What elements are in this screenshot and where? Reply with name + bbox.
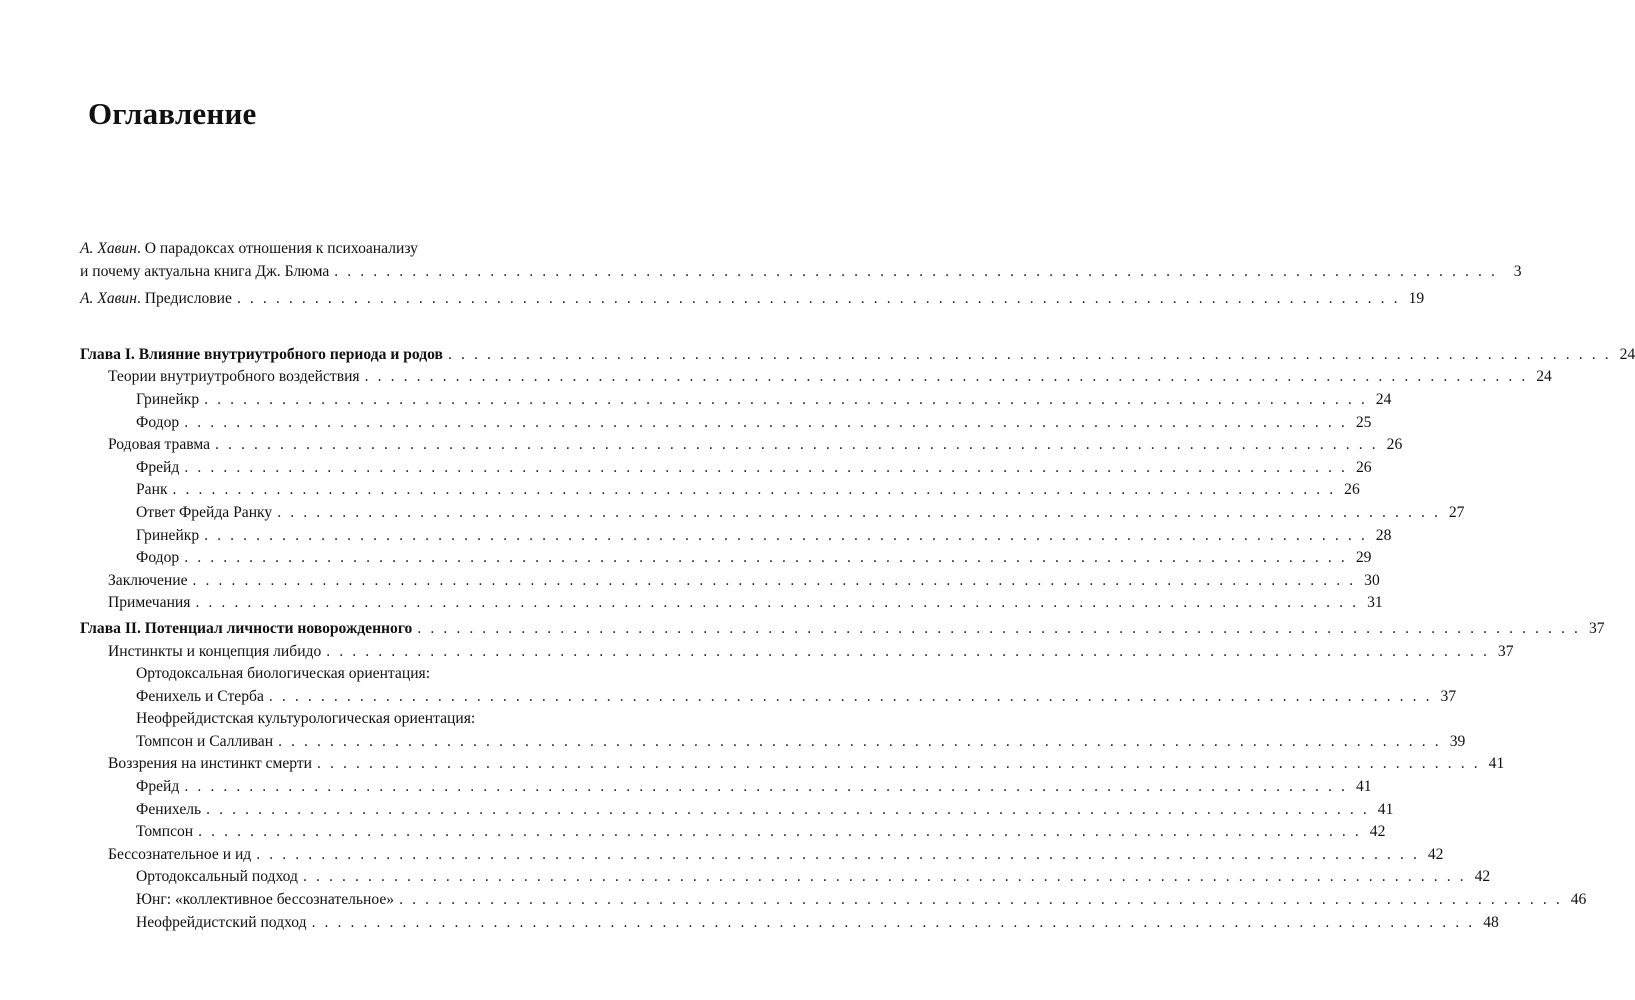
entry-author: А. Хавин <box>80 290 137 308</box>
entry-title-group <box>80 288 232 311</box>
toc-section <box>80 641 1514 664</box>
dot-leader: . . . . . . . . . . . . . . . . . . . . . . . . . . . . . . . . . . . . . . . . . . . . . . . . . . . . . . . . . . . . . . . . . . . . . . . . . . . . . . . . . . . . . . . . . . <box>172 481 1336 499</box>
toc-subsection <box>80 889 1587 912</box>
dot-leader: . . . . . . . . . . . . . . . . . . . . . . . . . . . . . . . . . . . . . . . . . . . . . . . . . . . . . . . . . . . . . . . . . . . . . . . . . . . . . . . . . . . . . . . . . . <box>184 458 1348 476</box>
page-number: 31 <box>1367 594 1383 612</box>
entry-title: Бессознательное и ид <box>108 845 252 863</box>
page-number: 39 <box>1449 732 1466 750</box>
toc-section <box>80 753 1505 776</box>
dot-leader: . . . . . . . . . . . . . . . . . . . . . . . . . . . . . . . . . . . . . . . . . . . . . . . . . . . . . . . . . . . . . . . . . . . . . . . . . . . . . . . . . . . . . . . . . . <box>184 778 1348 796</box>
toc-section <box>80 570 1380 593</box>
entry-title: . О парадоксах отношения к психоанализу <box>136 240 418 257</box>
page-number: 26 <box>1344 481 1360 499</box>
entry-title: Фодор <box>136 413 180 431</box>
dot-leader: . . . . . . . . . . . . . . . . . . . . . . . . . . . . . . . . . . . . . . . . . . . . . . . . . . . . . . . . . . . . . . . . . . . . . . . . . . . . . . . . . . . . . . . . . . <box>206 800 1370 818</box>
toc-section <box>80 844 1444 867</box>
page-number: 30 <box>1364 571 1380 589</box>
page-number: 24 <box>1619 345 1635 363</box>
dot-leader: . . . . . . . . . . . . . . . . . . . . . . . . . . . . . . . . . . . . . . . . . . . . . . . . . . . . . . . . . . . . . . . . . . . . . . . . . . . . . . . . . . . . . . . . . . <box>277 503 1441 521</box>
toc-subsection <box>80 525 1392 548</box>
dot-leader: . . . . . . . . . . . . . . . . . . . . . . . . . . . . . . . . . . . . . . . . . . . . . . . . . . . . . . . . . . . . . . . . . . . . . . . . . . . . . . . . . . . . . . . . . . <box>326 642 1490 660</box>
entry-title: и почему актуальна книга Дж. Блюма <box>80 262 330 280</box>
dot-leader: . . . . . . . . . . . . . . . . . . . . . . . . . . . . . . . . . . . . . . . . . . . . . . . . . . . . . . . . . . . . . . . . . . . . . . . . . . . . . . . . . . . . . . . . . . <box>317 755 1481 773</box>
toc-section <box>80 434 1403 457</box>
dot-leader: . . . . . . . . . . . . . . . . . . . . . . . . . . . . . . . . . . . . . . . . . . . . . . . . . . . . . . . . . . . . . . . . . . . . . . . . . . . . . . . . . . . . . . . . . . <box>184 549 1348 567</box>
toc-subsection <box>80 479 1360 502</box>
page-number: 3 <box>1513 262 1522 280</box>
toc-entry-front <box>80 288 1425 311</box>
toc-entry-front-line1 <box>80 238 584 261</box>
entry-title: . Предисловие <box>136 290 232 308</box>
toc-subsection <box>80 821 1386 844</box>
dot-leader: . . . . . . . . . . . . . . . . . . . . . . . . . . . . . . . . . . . . . . . . . . . . . . . . . . . . . . . . . . . . . . . . . . . . . . . . . . . . . . . . . . . . . . . . . . <box>236 290 1401 308</box>
dot-leader: . . . . . . . . . . . . . . . . . . . . . . . . . . . . . . . . . . . . . . . . . . . . . . . . . . . . . . . . . . . . . . . . . . . . . . . . . . . . . . . . . . . . . . . . . . <box>399 891 1563 909</box>
toc-subsection <box>80 776 1372 799</box>
page-number: 48 <box>1483 913 1499 931</box>
page-number: 29 <box>1355 549 1372 567</box>
page-number: 37 <box>1497 642 1514 660</box>
toc-subsection <box>80 457 1372 480</box>
page-number: 46 <box>1570 891 1587 909</box>
toc-subsection <box>80 731 1466 754</box>
table-of-contents <box>80 238 1635 934</box>
entry-title: Томпсон <box>136 823 194 841</box>
toc-subsection <box>80 799 1394 822</box>
entry-title: Глава II. Потенциал личности новорожденного <box>80 619 413 637</box>
page-number: 37 <box>1588 619 1605 637</box>
entry-title: Юнг: «коллективное бессознательное» <box>136 891 395 909</box>
entry-title: Заключение <box>108 571 188 589</box>
toc-chapter <box>80 344 1635 367</box>
entry-title: Гринейкр <box>136 526 200 544</box>
toc-subsection-line1: Неофрейдистская культурологическая ориентация: <box>136 710 476 728</box>
toc-subsection <box>80 502 1465 525</box>
dot-leader: . . . . . . . . . . . . . . . . . . . . . . . . . . . . . . . . . . . . . . . . . . . . . . . . . . . . . . . . . . . . . . . . . . . . . . . . . . . . . . . . . . . . . . . . . . <box>302 868 1467 886</box>
page-number: 41 <box>1377 800 1394 818</box>
page-number: 27 <box>1448 503 1465 521</box>
entry-title: Примечания <box>108 594 191 612</box>
dot-leader: . . . . . . . . . . . . . . . . . . . . . . . . . . . . . . . . . . . . . . . . . . . . . . . . . . . . . . . . . . . . . . . . . . . . . . . . . . . . . . . . . . . . . . . . . . <box>278 732 1442 750</box>
dot-leader: . . . . . . . . . . . . . . . . . . . . . . . . . . . . . . . . . . . . . . . . . . . . . . . . . . . . . . . . . . . . . . . . . . . . . . . . . . . . . . . . . . . . . . . . . . <box>334 262 1498 280</box>
page-number: 42 <box>1427 845 1444 863</box>
toc-subsection <box>80 686 1457 709</box>
entry-title: Неофрейдистский подход <box>136 913 307 931</box>
toc-subsection <box>80 412 1372 435</box>
toc-chapter <box>80 618 1605 641</box>
toc-subsection <box>80 547 1372 570</box>
entry-title: Глава I. Влияние внутриутробного периода и родов <box>80 345 443 363</box>
toc-subsection-line1: Ортодоксальная биологическая ориентация: <box>136 665 431 683</box>
entry-title: Томпсон и Салливан <box>136 732 274 750</box>
dot-leader: . . . . . . . . . . . . . . . . . . . . . . . . . . . . . . . . . . . . . . . . . . . . . . . . . . . . . . . . . . . . . . . . . . . . . . . . . . . . . . . . . . . . . . . . . . <box>215 436 1379 454</box>
dot-leader: . . . . . . . . . . . . . . . . . . . . . . . . . . . . . . . . . . . . . . . . . . . . . . . . . . . . . . . . . . . . . . . . . . . . . . . . . . . . . . . . . . . . . . . . . . <box>417 619 1581 637</box>
toc-subsection <box>80 912 1499 935</box>
entry-title: Ортодоксальный подход <box>136 868 298 886</box>
dot-leader: . . . . . . . . . . . . . . . . . . . . . . . . . . . . . . . . . . . . . . . . . . . . . . . . . . . . . . . . . . . . . . . . . . . . . . . . . . . . . . . . . . . . . . . . . . <box>311 913 1475 931</box>
entry-title: Фодор <box>136 549 180 567</box>
page-number: 28 <box>1375 526 1392 544</box>
toc-subsection <box>80 389 1392 412</box>
entry-title: Родовая травма <box>108 436 211 454</box>
page-number: 26 <box>1355 458 1372 476</box>
entry-title: Воззрения на инстинкт смерти <box>108 755 313 773</box>
dot-leader: . . . . . . . . . . . . . . . . . . . . . . . . . . . . . . . . . . . . . . . . . . . . . . . . . . . . . . . . . . . . . . . . . . . . . . . . . . . . . . . . . . . . . . . . . . <box>204 390 1368 408</box>
toc-section <box>80 592 1383 615</box>
dot-leader: . . . . . . . . . . . . . . . . . . . . . . . . . . . . . . . . . . . . . . . . . . . . . . . . . . . . . . . . . . . . . . . . . . . . . . . . . . . . . . . . . . . . . . . . . . <box>256 845 1420 863</box>
page-number: 24 <box>1375 390 1392 408</box>
dot-leader: . . . . . . . . . . . . . . . . . . . . . . . . . . . . . . . . . . . . . . . . . . . . . . . . . . . . . . . . . . . . . . . . . . . . . . . . . . . . . . . . . . . . . . . . . . <box>204 526 1368 544</box>
entry-title: Ответ Фрейда Ранку <box>136 503 273 521</box>
entry-title: Фенихель <box>136 800 202 818</box>
page-number: 41 <box>1488 755 1505 773</box>
page-number: 25 <box>1355 413 1372 431</box>
entry-author: А. Хавин <box>80 240 137 257</box>
entry-title: Фенихель и Стерба <box>136 687 264 705</box>
dot-leader: . . . . . . . . . . . . . . . . . . . . . . . . . . . . . . . . . . . . . . . . . . . . . . . . . . . . . . . . . . . . . . . . . . . . . . . . . . . . . . . . . . . . . . . . . . <box>195 594 1359 612</box>
dot-leader: . . . . . . . . . . . . . . . . . . . . . . . . . . . . . . . . . . . . . . . . . . . . . . . . . . . . . . . . . . . . . . . . . . . . . . . . . . . . . . . . . . . . . . . . . . <box>364 368 1528 386</box>
dot-leader: . . . . . . . . . . . . . . . . . . . . . . . . . . . . . . . . . . . . . . . . . . . . . . . . . . . . . . . . . . . . . . . . . . . . . . . . . . . . . . . . . . . . . . . . . . <box>198 823 1362 841</box>
entry-title: Ранк <box>136 481 168 499</box>
page-number: 26 <box>1386 436 1403 454</box>
page-number: 24 <box>1536 368 1552 386</box>
entry-title: Гринейкр <box>136 390 200 408</box>
dot-leader: . . . . . . . . . . . . . . . . . . . . . . . . . . . . . . . . . . . . . . . . . . . . . . . . . . . . . . . . . . . . . . . . . . . . . . . . . . . . . . . . . . . . . . . . . . <box>447 345 1612 363</box>
toc-entry-front <box>80 261 1522 284</box>
page-number: 41 <box>1355 778 1372 796</box>
toc-subsection <box>80 866 1491 889</box>
page-number: 19 <box>1408 290 1425 308</box>
page-number: 42 <box>1474 868 1491 886</box>
page-number: 42 <box>1369 823 1386 841</box>
entry-title: Теории внутриутробного воздействия <box>108 368 360 386</box>
dot-leader: . . . . . . . . . . . . . . . . . . . . . . . . . . . . . . . . . . . . . . . . . . . . . . . . . . . . . . . . . . . . . . . . . . . . . . . . . . . . . . . . . . . . . . . . . . <box>268 687 1433 705</box>
dot-leader: . . . . . . . . . . . . . . . . . . . . . . . . . . . . . . . . . . . . . . . . . . . . . . . . . . . . . . . . . . . . . . . . . . . . . . . . . . . . . . . . . . . . . . . . . . <box>184 413 1348 431</box>
dot-leader: . . . . . . . . . . . . . . . . . . . . . . . . . . . . . . . . . . . . . . . . . . . . . . . . . . . . . . . . . . . . . . . . . . . . . . . . . . . . . . . . . . . . . . . . . . <box>192 571 1356 589</box>
page-title: Оглавление <box>88 96 257 131</box>
entry-title: Инстинкты и концепция либидо <box>108 642 322 660</box>
toc-section <box>80 366 1552 389</box>
entry-title: Фрейд <box>136 458 180 476</box>
entry-title: Фрейд <box>136 778 180 796</box>
page-number: 37 <box>1440 687 1457 705</box>
